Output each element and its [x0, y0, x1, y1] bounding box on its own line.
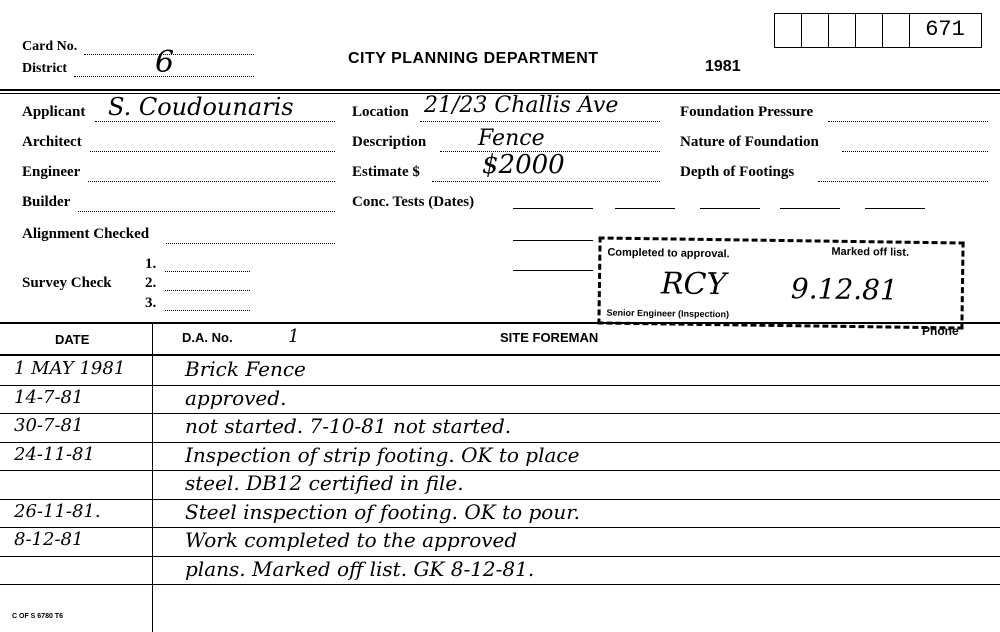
survey-2: 2.: [145, 275, 157, 291]
number-cell: [829, 14, 856, 47]
row-note: Steel inspection of footing. OK to pour.: [185, 499, 580, 524]
top-rule: [0, 89, 1000, 91]
applicant-label: Applicant: [22, 104, 86, 120]
survey-line-2: [165, 290, 250, 291]
stamp-initials: RCY: [660, 266, 727, 303]
table-col-divider: [152, 322, 153, 632]
stamp-date: 9.12.81: [790, 272, 899, 307]
conc-line: [513, 240, 593, 241]
completion-stamp: [597, 236, 964, 329]
row-note: Inspection of strip footing. OK to place: [185, 442, 580, 467]
row-note: Work completed to the approved: [185, 528, 518, 552]
row-date: 1 MAY 1981: [14, 358, 126, 379]
applicant-value: S. Coudounaris: [108, 93, 294, 121]
row-note: steel. DB12 certified in file.: [185, 471, 464, 495]
row-date: 24-11-81: [14, 443, 95, 465]
stamp-line3: Senior Engineer (Inspection): [606, 307, 730, 320]
engineer-line: [88, 181, 335, 182]
conc-line: [780, 208, 840, 209]
table-row-rule: [0, 385, 1000, 386]
stamp-line1-right: Marked off list.: [831, 245, 910, 259]
district-label: District: [22, 61, 68, 76]
estimate-value: $2000: [482, 150, 565, 180]
da-value: 1: [288, 326, 300, 347]
builder-line: [78, 211, 335, 212]
description-label: Description: [352, 134, 427, 150]
row-date: 26-11-81.: [14, 500, 101, 522]
conc-line: [700, 208, 760, 209]
applicant-line: [95, 121, 335, 122]
district-value: 6: [155, 45, 175, 80]
card-no-label: Card No.: [22, 39, 78, 54]
number-cell: [883, 14, 910, 47]
row-note: not started. 7-10-81 not started.: [185, 414, 512, 438]
estimate-line: [432, 181, 660, 182]
table-top-rule: [0, 322, 1000, 324]
estimate-label: Estimate $: [352, 164, 420, 180]
alignment-label: Alignment Checked: [22, 226, 150, 242]
conc-line: [513, 208, 593, 209]
card-number: 671: [925, 17, 965, 42]
col-da-header: D.A. No.: [182, 330, 233, 345]
foundation-pressure-label: Foundation Pressure: [680, 104, 814, 120]
form-code: C OF S 6780 T6: [12, 613, 63, 620]
table-header-rule: [0, 354, 1000, 356]
location-label: Location: [352, 104, 409, 120]
table-row-rule: [0, 470, 1000, 471]
nature-foundation-label: Nature of Foundation: [680, 134, 819, 150]
foundation-pressure-line: [828, 121, 988, 122]
year: 1981: [705, 58, 741, 75]
row-date: 8-12-81: [14, 529, 84, 550]
col-site-header: SITE FOREMAN: [500, 330, 599, 345]
survey-3: 3.: [145, 295, 157, 311]
location-value: 21/23 Challis Ave: [424, 93, 619, 118]
depth-footings-line: [818, 181, 988, 182]
architect-line: [90, 151, 335, 152]
builder-label: Builder: [22, 194, 71, 210]
conc-tests-label: Conc. Tests (Dates): [352, 194, 475, 210]
number-cell: [775, 14, 802, 47]
architect-label: Architect: [22, 134, 82, 150]
survey-label: Survey Check: [22, 275, 112, 291]
depth-footings-label: Depth of Footings: [680, 164, 795, 180]
row-note: plans. Marked off list. GK 8-12-81.: [185, 556, 535, 581]
row-note: Brick Fence: [185, 357, 306, 381]
col-phone-header: Phone: [922, 324, 959, 338]
survey-1: 1.: [145, 256, 157, 272]
number-cell: [802, 14, 829, 47]
description-value: Fence: [478, 126, 545, 151]
alignment-line: [166, 243, 335, 244]
department-title: CITY PLANNING DEPARTMENT: [348, 50, 599, 67]
location-line: [420, 121, 660, 122]
conc-line: [615, 208, 675, 209]
engineer-label: Engineer: [22, 164, 81, 180]
row-date: 14-7-81: [14, 386, 84, 408]
nature-foundation-line: [842, 151, 988, 152]
survey-line-3: [165, 310, 250, 311]
row-note: approved.: [185, 385, 287, 410]
conc-line: [865, 208, 925, 209]
survey-line-1: [165, 271, 250, 272]
conc-line: [513, 270, 593, 271]
row-date: 30-7-81: [14, 415, 84, 436]
stamp-line1-left: Completed to approval.: [607, 246, 730, 261]
col-date-header: DATE: [55, 332, 90, 347]
card-number-box: [774, 13, 982, 48]
number-cell: [856, 14, 883, 47]
table-row-rule: [0, 584, 1000, 585]
